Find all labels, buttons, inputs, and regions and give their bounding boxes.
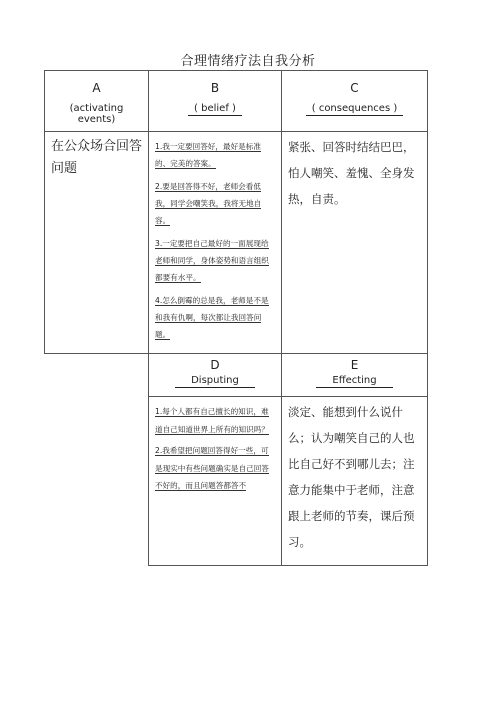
- header-b-letter: B: [210, 81, 220, 95]
- header-a-letter: A: [92, 81, 101, 95]
- header-a-sub: (activating events): [69, 103, 124, 125]
- dispute-item: 1.每个人都有自己擅长的知识，难道自己知道世界上所有的知识吗？: [155, 407, 269, 434]
- empty-cell: [45, 397, 149, 566]
- header-e-sub: Effecting: [316, 375, 392, 388]
- empty-cell: [45, 354, 149, 397]
- consequences-cell: 紧张、回答时结结巴巴，怕人嘲笑、羞愧、全身发热，自责。: [282, 132, 428, 354]
- belief-item: 1.我一定要回答好，最好是标准的、完美的答案。: [155, 142, 261, 168]
- header-b-sub: ( belief ): [188, 103, 242, 116]
- header-d-letter: D: [210, 358, 220, 372]
- dispute-item: 2.我希望把问题回答得好一些，可是现实中有些问题确实是自己回答不好的，而且问题答都答不: [155, 446, 269, 490]
- event-cell: 在公众场合回答问题: [45, 132, 149, 354]
- header-c-sub: ( consequences ): [306, 103, 404, 116]
- header-c: [282, 71, 428, 132]
- belief-cell: [149, 132, 282, 354]
- header-e: [282, 354, 428, 397]
- header-e-letter: E: [350, 358, 359, 372]
- header-c-letter: C: [350, 81, 359, 95]
- page-title: 合理情绪疗法自我分析: [180, 54, 316, 69]
- abcde-table: [44, 70, 428, 566]
- belief-item: 4.怎么倒霉的总是我，老师是不是和我有仇啊，每次都让我回答问题。: [155, 296, 269, 339]
- effecting-cell: 淡定、能想到什么说什么；认为嘲笑自己的人也比自己好不到哪儿去；注意力能集中于老师，注意跟上老师的节奏，课后预习。: [282, 397, 428, 566]
- belief-item: 2.要是回答得不好，老师会看低我，同学会嘲笑我，我将无地自容。: [155, 182, 262, 225]
- header-a: [45, 71, 149, 132]
- disputing-cell: [149, 397, 282, 566]
- header-d-sub: Disputing: [175, 375, 255, 388]
- header-d: [149, 354, 282, 397]
- header-b: [149, 71, 282, 132]
- belief-item: 3.一定要把自己最好的一面展现给老师和同学，身体姿势和语言组织都要有水平。: [155, 239, 269, 282]
